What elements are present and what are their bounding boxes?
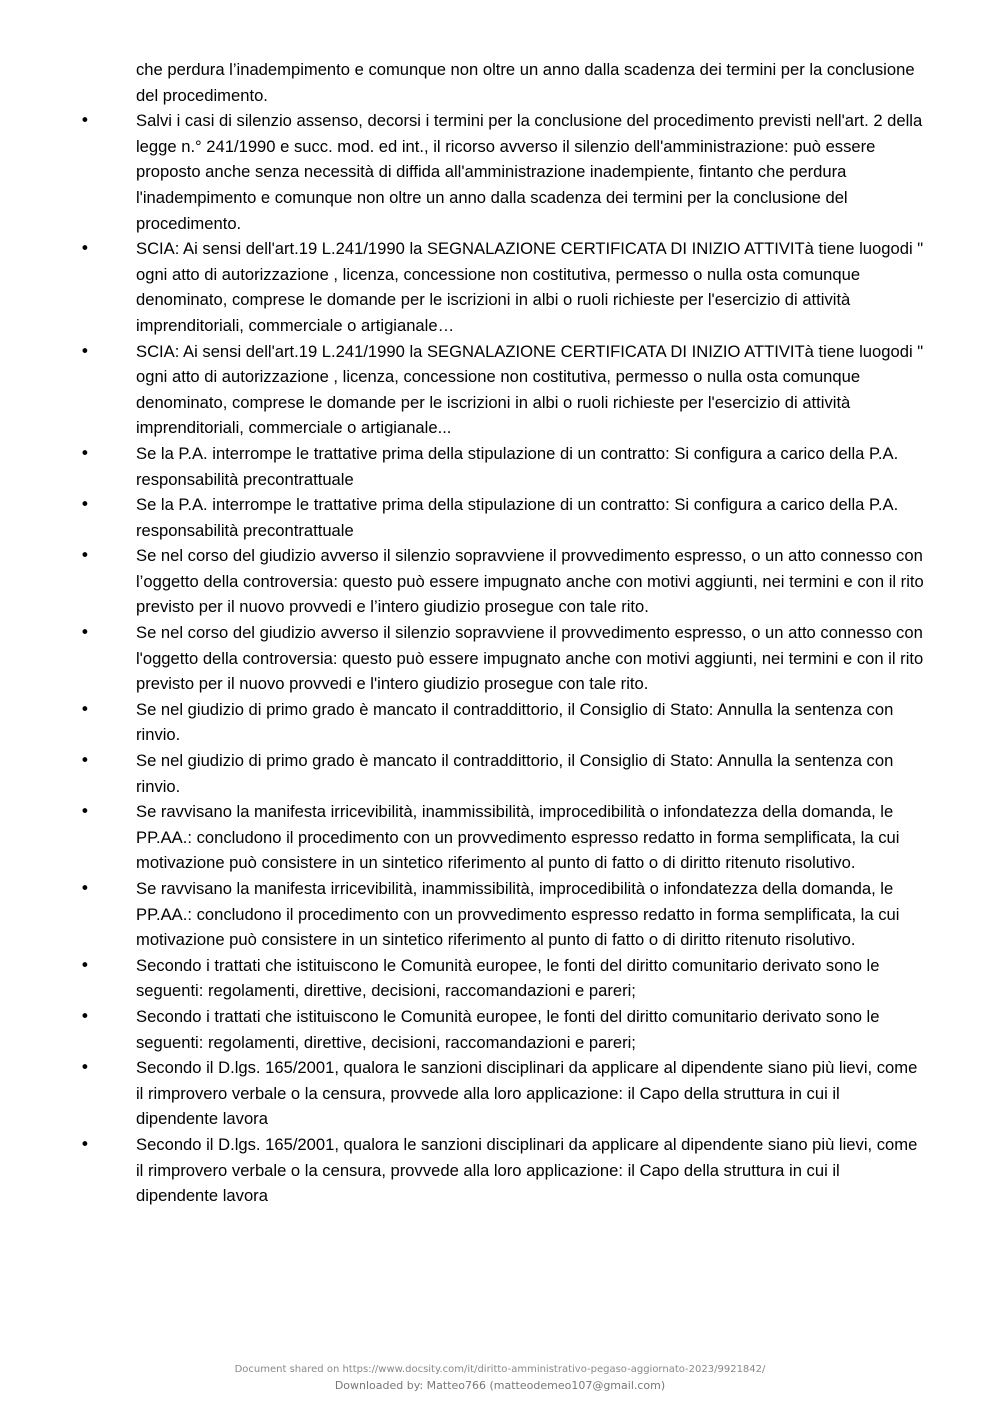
bullet-icon: • — [80, 239, 90, 259]
bullet-icon: • — [80, 495, 90, 515]
bullet-icon: • — [80, 751, 90, 771]
bullet-icon: • — [80, 111, 90, 131]
bullet-item — [80, 1132, 925, 1209]
bullet-icon: • — [80, 443, 90, 463]
page-footer — [0, 1362, 1000, 1394]
continuation-paragraph: che perdura l’inadempimento e comunque non oltre un anno dalla scadenza dei termini per la conclusione del procedimento. — [136, 60, 915, 105]
downloaded-by-text: Downloaded by: Matteo766 (matteodemeo107@gmail.com) — [334, 1379, 666, 1392]
bullet-item-text: Se nel giudizio di primo grado è mancato il contraddittorio, il Consiglio di Stato: Annulla la sentenza con rinvio. — [136, 699, 894, 745]
bullet-item-text: Se la P.A. interrompe le trattative prima della stipulazione di un contratto: Si configura a carico della P.A. responsabilità precontrattuale — [136, 443, 899, 489]
bullet-icon: • — [80, 546, 90, 566]
bullet-item-text: Secondo i trattati che istituiscono le Comunità europee, le fonti del diritto comunitario derivato sono le seguenti: regolamenti, direttive, decisioni, raccomandazioni e pareri; — [136, 955, 880, 1001]
bullet-icon: • — [80, 802, 90, 822]
bullet-icon: • — [80, 341, 90, 361]
bullet-icon: • — [80, 955, 90, 975]
bullet-icon: • — [80, 1058, 90, 1078]
bullet-icon: • — [80, 879, 90, 898]
bullet-item — [80, 748, 925, 799]
bullet-item-text: Salvi i casi di silenzio assenso, decorsi i termini per la conclusione del procedimento previsti nell'art. 2 della legge n.° 241/1990 e succ. mod. ed int., il ricorso avverso il silenzio dell'amministrazione: può essere proposto anche senza necessità di diffida all'amministrazione inadempiente, fintanto che perdura l'inadempimento e comunque non oltre un anno dalla scadenza dei termini per la conclusione del procedimento. — [136, 111, 923, 233]
bullet-item-text: Se nel corso del giudizio avverso il silenzio sopravviene il provvedimento espresso, o un atto connesso con l'oggetto della controversia: questo può essere impugnato anche con motivi aggiunti, nei termini e con il rito previsto per il nuovo provvedi e l'intero giudizio prosegue con tale rito. — [136, 623, 924, 694]
bullet-item-text: Secondo il D.lgs. 165/2001, qualora le sanzioni disciplinari da applicare al dipendente siano più lievi, come il rimprovero verbale o la censura, provvede alla loro applicazione: il Capo della struttura in cui il dipendente lavora — [136, 1134, 918, 1206]
bullet-item-text: Se nel corso del giudizio avverso il silenzio sopravviene il provvedimento espresso, o un atto connesso con l’oggetto della controversia: questo può essere impugnato anche con motivi aggiunti, nei termini e con il rito previsto per il nuovo provvedi e l’intero giudizio prosegue con tale rito. — [136, 546, 924, 617]
bullet-icon: • — [80, 699, 90, 719]
bullet-item — [80, 108, 925, 236]
bullet-item — [80, 953, 925, 1004]
bullet-icon: • — [80, 623, 90, 643]
bullet-item-text: SCIA: Ai sensi dell'art.19 L.241/1990 la SEGNALAZIONE CERTIFICATA DI INIZIO ATTIVITà tiene luogodi " ogni atto di autorizzazione , licenza, concessione non costitutiva, permesso o nulla osta comunque denominato, comprese le domande per le iscrizioni in albi o ruoli richieste per l'esercizio di attività imprenditoriali, commerciale o artigianale... — [136, 341, 924, 438]
bullet-item — [80, 876, 925, 953]
bullet-item — [80, 1004, 925, 1055]
bullet-icon: • — [80, 1134, 90, 1154]
bullet-item — [80, 441, 925, 492]
document-body — [80, 57, 925, 1209]
bullet-item — [80, 1055, 925, 1132]
bullet-icon: • — [80, 1006, 90, 1026]
bullet-item-text: Secondo il D.lgs. 165/2001, qualora le sanzioni disciplinari da applicare al dipendente siano più lievi, come il rimprovero verbale o la censura, provvede alla loro applicazione: il Capo della struttura in cui il dipendente lavora — [136, 1058, 918, 1129]
bullet-item-text: Se ravvisano la manifesta irricevibilità, inammissibilità, improcedibilità o infondatezza della domanda, le PP.AA.: concludono il procedimento con un provvedimento espresso redatto in forma semplificata, la cui motivazione può consistere in un sintetico riferimento al punto di fatto o di diritto ritenuto risolutivo. — [136, 802, 900, 873]
bullet-item — [80, 543, 925, 620]
bullet-item-text: Se nel giudizio di primo grado è mancato il contraddittorio, il Consiglio di Stato: Annulla la sentenza con rinvio. — [136, 751, 894, 796]
shared-on-link[interactable]: Document shared on https://www.docsity.com/it/diritto-amministrativo-pegaso-aggiornato-2023/9921842/ — [234, 1364, 766, 1375]
bullet-item — [80, 697, 925, 748]
bullet-item — [80, 620, 925, 697]
bullet-item — [80, 492, 925, 543]
bullet-item — [80, 236, 925, 338]
bullet-item — [80, 799, 925, 876]
bullet-item-text: Secondo i trattati che istituiscono le Comunità europee, le fonti del diritto comunitario derivato sono le seguenti: regolamenti, direttive, decisioni, raccomandazioni e pareri; — [136, 1006, 880, 1052]
bullet-item-text: Se ravvisano la manifesta irricevibilità, inammissibilità, improcedibilità o infondatezza della domanda, le PP.AA.: concludono il procedimento con un provvedimento espresso redatto in forma semplificata, la cui motivazione può consistere in un sintetico riferimento al punto di fatto o di diritto ritenuto risolutivo. — [136, 879, 900, 950]
bullet-item — [80, 339, 925, 441]
bullet-item-text: SCIA: Ai sensi dell'art.19 L.241/1990 la SEGNALAZIONE CERTIFICATA DI INIZIO ATTIVITà tiene luogodi " ogni atto di autorizzazione , licenza, concessione non costitutiva, permesso o nulla osta comunque denominato, comprese le domande per le iscrizioni in albi o ruoli richieste per l'esercizio di attività imprenditoriali, commerciale o artigianale… — [136, 239, 924, 335]
bullet-item-text: Se la P.A. interrompe le trattative prima della stipulazione di un contratto: Si configura a carico della P.A. responsabilità precontrattuale — [136, 495, 899, 540]
